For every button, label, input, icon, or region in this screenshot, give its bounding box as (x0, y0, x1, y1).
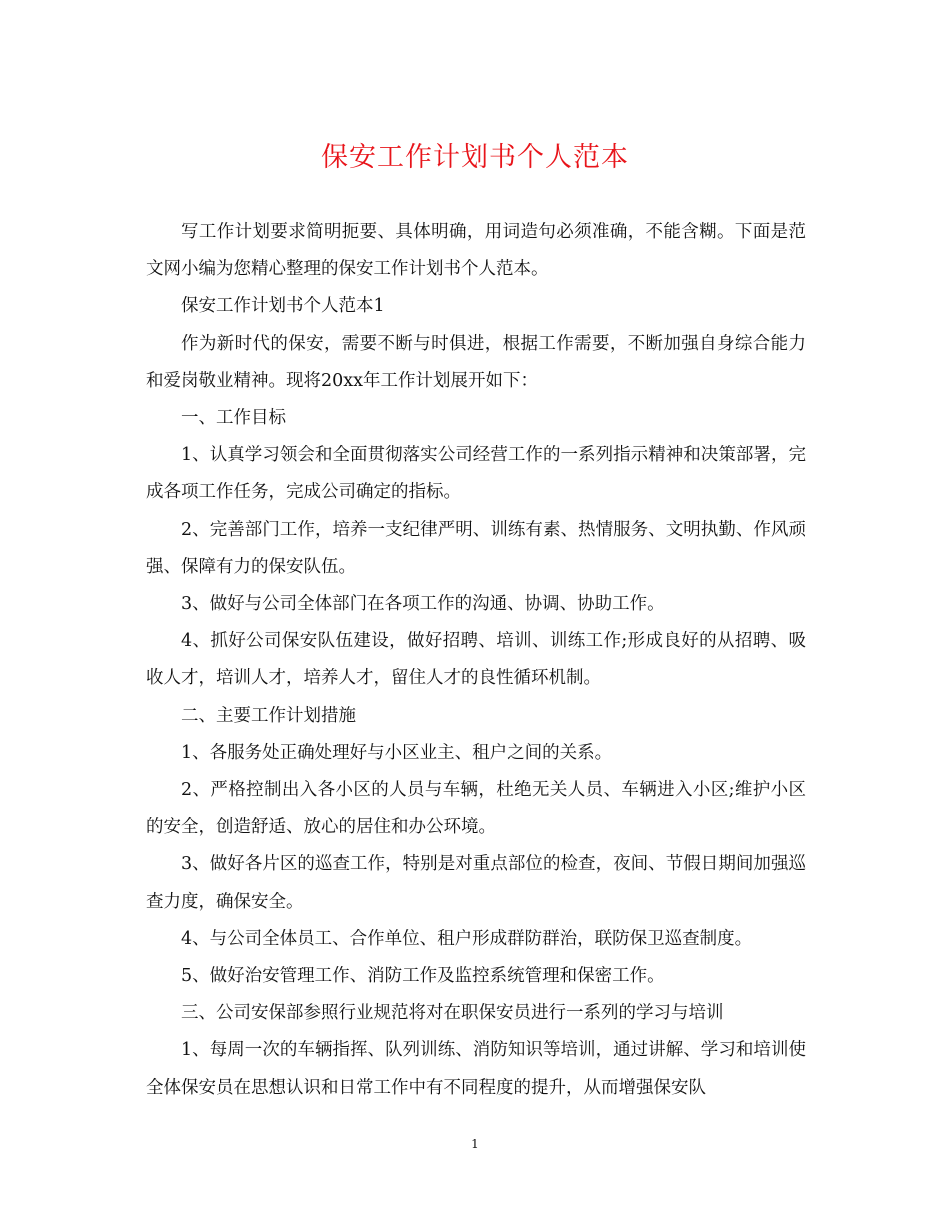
page-number: 1 (471, 1137, 479, 1151)
paragraph: 4、与公司全体员工、合作单位、租户形成群防群治，联防保卫巡查制度。 (181, 928, 753, 949)
paragraph: 5、做好治安管理工作、消防工作及监控系统管理和保密工作。 (181, 966, 665, 987)
document-title: 保安工作计划书个人范本 (321, 142, 629, 173)
paragraph: 作为新时代的保安，需要不断与时俱进，根据工作需要，不断加强自身综合能力和爱岗敬业精神。现将20xx年工作计划展开如下： (146, 333, 806, 391)
paragraph: 1、每周一次的车辆指挥、队列训练、消防知识等培训，通过讲解、学习和培训使全体保安员在思想认识和日常工作中有不同程度的提升，从而增强保安队 (146, 1040, 806, 1098)
paragraph: 3、做好与公司全体部门在各项工作的沟通、协调、协助工作。 (181, 594, 665, 615)
section-heading: 一、工作目标 (181, 408, 286, 429)
paragraph: 2、完善部门工作，培养一支纪律严明、训练有素、热情服务、文明执勤、作风顽强、保障有力的保安队伍。 (146, 519, 806, 577)
paragraph: 4、抓好公司保安队伍建设，做好招聘、培训、训练工作;形成良好的从招聘、吸收人才，培训人才，培养人才，留住人才的良性循环机制。 (146, 631, 806, 689)
paragraph: 3、做好各片区的巡查工作，特别是对重点部位的检查，夜间、节假日期间加强巡查力度，确保安全。 (146, 854, 806, 912)
paragraph: 2、严格控制出入各小区的人员与车辆，杜绝无关人员、车辆进入小区;维护小区的安全，创造舒适、放心的居住和办公环境。 (146, 780, 806, 838)
paragraph: 保安工作计划书个人范本1 (181, 296, 385, 317)
section-heading: 三、公司安保部参照行业规范将对在职保安员进行一系列的学习与培训 (181, 1003, 724, 1024)
section-heading: 二、主要工作计划措施 (181, 705, 356, 726)
document-body (146, 214, 806, 1107)
paragraph: 1、认真学习领会和全面贯彻落实公司经营工作的一系列指示精神和决策部署，完成各项工作任务，完成公司确定的指标。 (146, 445, 806, 503)
paragraph: 写工作计划要求简明扼要、具体明确，用词造句必须准确，不能含糊。下面是范文网小编为您精心整理的保安工作计划书个人范本。 (146, 222, 806, 280)
paragraph: 1、各服务处正确处理好与小区业主、租户之间的关系。 (181, 742, 613, 763)
